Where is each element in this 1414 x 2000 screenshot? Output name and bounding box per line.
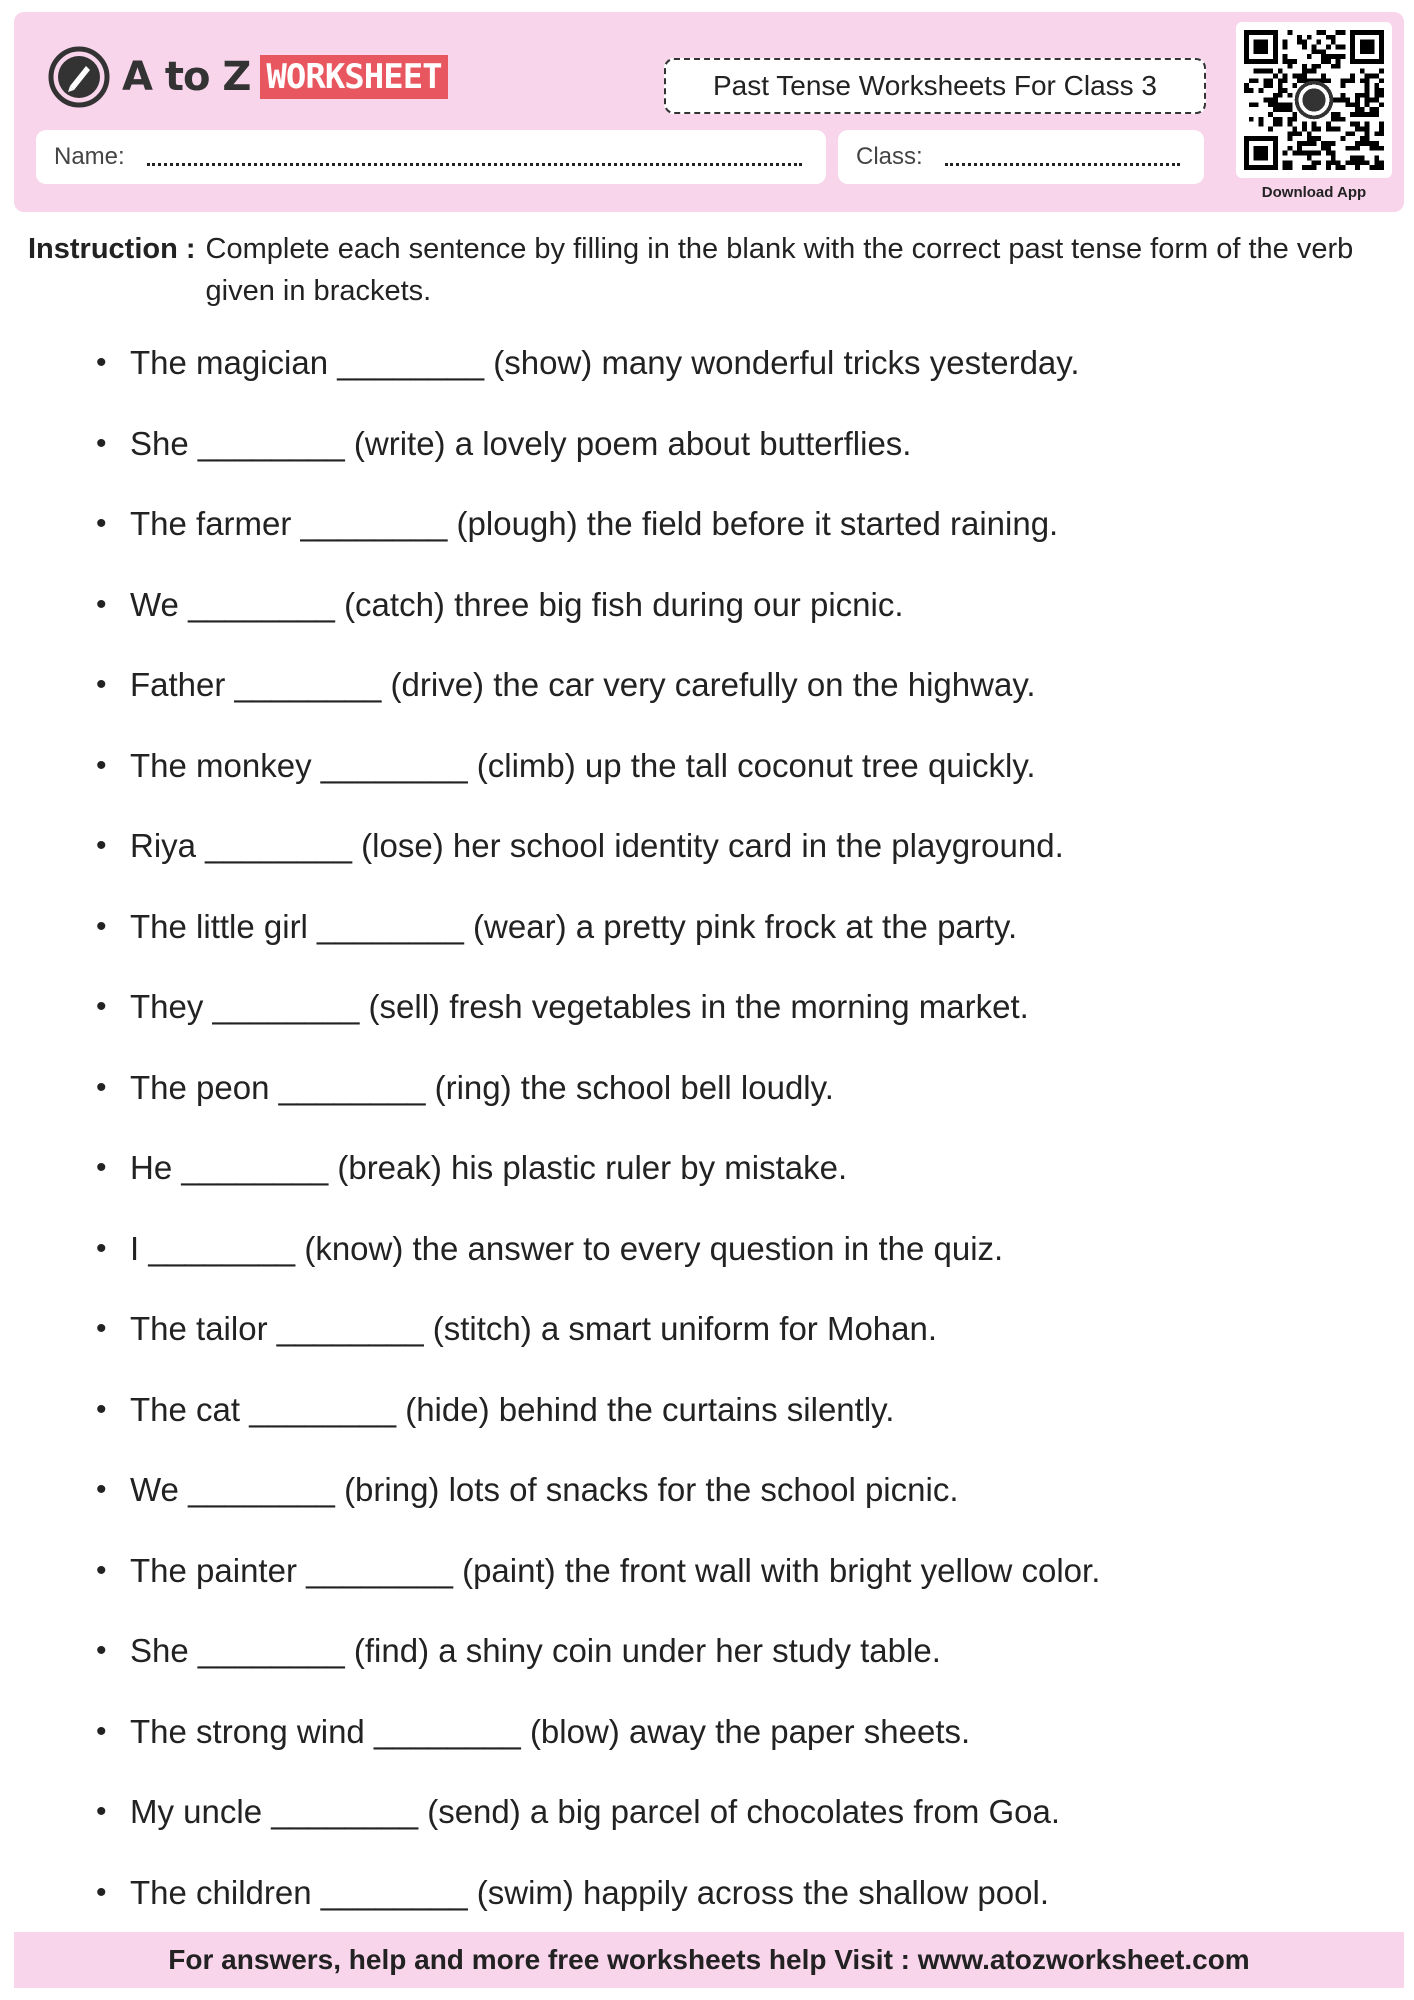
question-item bbox=[96, 982, 1356, 1063]
question-item bbox=[96, 1546, 1356, 1627]
bullet: • bbox=[96, 507, 107, 540]
question-item bbox=[96, 1304, 1356, 1385]
question-item bbox=[96, 660, 1356, 741]
class-field[interactable] bbox=[838, 130, 1204, 184]
bullet: • bbox=[96, 1795, 107, 1828]
question-item bbox=[96, 580, 1356, 661]
question-text: The monkey ________ (climb) up the tall coconut tree quickly. bbox=[130, 746, 1036, 784]
bullet: • bbox=[96, 1714, 107, 1748]
instruction-label: Instruction : bbox=[28, 233, 196, 265]
bullet: • bbox=[96, 1312, 107, 1345]
class-blank-line[interactable] bbox=[945, 148, 1180, 166]
question-text: Riya ________ (lose) her school identity card in the playground. bbox=[130, 827, 1064, 864]
question-text: I ________ (know) the answer to every question in the quiz. bbox=[130, 1229, 1004, 1267]
question-item bbox=[96, 419, 1356, 500]
name-blank-line[interactable] bbox=[147, 148, 802, 166]
bullet: • bbox=[96, 426, 107, 460]
question-item bbox=[96, 1143, 1356, 1224]
download-app-label[interactable]: Download App bbox=[1261, 184, 1367, 201]
bullet: • bbox=[96, 990, 107, 1023]
instruction-block bbox=[28, 228, 1388, 312]
bullet: • bbox=[96, 1875, 107, 1909]
question-text: The magician ________ (show) many wonderful tricks yesterday. bbox=[130, 344, 1080, 381]
question-item bbox=[96, 1707, 1356, 1788]
question-item bbox=[96, 1787, 1356, 1868]
logo-badge: WORKSHEET bbox=[260, 55, 447, 99]
question-item bbox=[96, 1224, 1356, 1305]
bullet: • bbox=[96, 1392, 107, 1426]
question-text: My uncle ________ (send) a big parcel of chocolates from Goa. bbox=[130, 1793, 1061, 1830]
question-text: The children ________ (swim) happily across the shallow pool. bbox=[130, 1873, 1049, 1911]
footer-banner[interactable]: For answers, help and more free worksheets help Visit : www.atozworksheet.com bbox=[14, 1932, 1404, 1988]
bullet: • bbox=[96, 1151, 107, 1184]
question-text: The painter ________ (paint) the front wall with bright yellow color. bbox=[130, 1551, 1101, 1589]
qr-code-icon[interactable] bbox=[1236, 22, 1392, 178]
bullet: • bbox=[96, 1231, 107, 1265]
question-item bbox=[96, 499, 1356, 580]
question-item bbox=[96, 902, 1356, 983]
question-item bbox=[96, 1385, 1356, 1466]
question-text: She ________ (write) a lovely poem about butterflies. bbox=[130, 424, 912, 462]
question-text: The tailor ________ (stitch) a smart uniform for Mohan. bbox=[130, 1310, 938, 1347]
question-item bbox=[96, 1626, 1356, 1707]
bullet: • bbox=[96, 668, 107, 701]
bullet: • bbox=[96, 748, 107, 782]
question-item bbox=[96, 1063, 1356, 1144]
question-text: She ________ (find) a shiny coin under her study table. bbox=[130, 1632, 941, 1669]
question-text: The cat ________ (hide) behind the curtains silently. bbox=[130, 1390, 895, 1428]
question-text: The strong wind ________ (blow) away the paper sheets. bbox=[130, 1712, 971, 1750]
question-text: Father ________ (drive) the car very carefully on the highway. bbox=[130, 666, 1036, 703]
instruction-text: Complete each sentence by filling in the blank with the correct past tense form of the verb given in brackets. bbox=[205, 233, 1354, 307]
site-logo[interactable] bbox=[48, 46, 448, 108]
question-text: We ________ (bring) lots of snacks for the school picnic. bbox=[130, 1471, 959, 1508]
question-item bbox=[96, 821, 1356, 902]
name-field[interactable] bbox=[36, 130, 826, 184]
question-item bbox=[96, 741, 1356, 822]
bullet: • bbox=[96, 346, 107, 379]
question-text: He ________ (break) his plastic ruler by mistake. bbox=[130, 1149, 848, 1186]
logo-text: A to Z bbox=[122, 54, 251, 100]
question-text: The little girl ________ (wear) a pretty pink frock at the party. bbox=[130, 907, 1018, 945]
bullet: • bbox=[96, 1634, 107, 1667]
question-text: The farmer ________ (plough) the field before it started raining. bbox=[130, 505, 1059, 542]
question-text: They ________ (sell) fresh vegetables in the morning market. bbox=[130, 988, 1029, 1025]
class-label: Class: bbox=[856, 143, 923, 170]
bullet: • bbox=[96, 829, 107, 862]
question-text: We ________ (catch) three big fish during our picnic. bbox=[130, 585, 904, 623]
worksheet-header bbox=[14, 12, 1404, 212]
bullet: • bbox=[96, 909, 107, 943]
pen-circle-icon bbox=[48, 46, 110, 108]
question-item bbox=[96, 338, 1356, 419]
bullet: • bbox=[96, 1070, 107, 1104]
question-text: The peon ________ (ring) the school bell loudly. bbox=[130, 1068, 834, 1106]
bullet: • bbox=[96, 587, 107, 621]
question-list bbox=[96, 338, 1356, 1948]
name-label: Name: bbox=[54, 143, 125, 170]
bullet: • bbox=[96, 1553, 107, 1587]
bullet: • bbox=[96, 1473, 107, 1506]
question-item bbox=[96, 1465, 1356, 1546]
worksheet-title: Past Tense Worksheets For Class 3 bbox=[664, 58, 1206, 114]
